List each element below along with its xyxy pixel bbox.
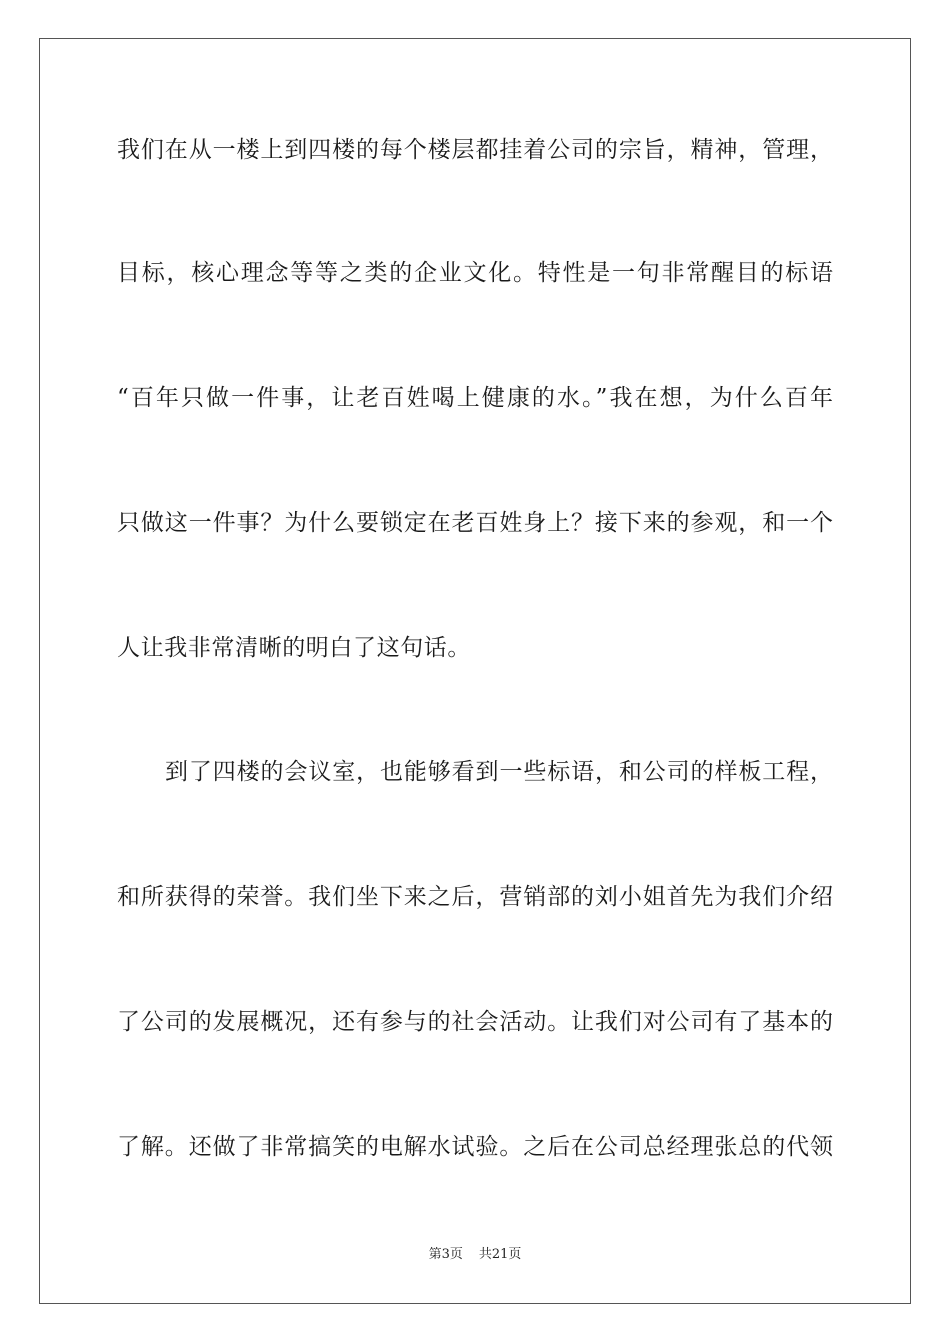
paragraph-line: 和所获得的荣誉。我们坐下来之后，营销部的刘小姐首先为我们介绍 [117, 884, 833, 910]
paragraph-line: 我们在从一楼上到四楼的每个楼层都挂着公司的宗旨，精神，管理， [117, 137, 833, 163]
page-footer [0, 1246, 950, 1264]
paragraph-line: 人让我非常清晰的明白了这句话。 [117, 635, 471, 661]
paragraph-line: “百年只做一件事，让老百姓喝上健康的水。”我在想，为什么百年 [117, 385, 833, 411]
page-border [39, 38, 911, 1304]
paragraph-line: 了公司的发展概况，还有参与的社会活动。让我们对公司有了基本的 [117, 1009, 833, 1035]
paragraph-line: 了解。还做了非常搞笑的电解水试验。之后在公司总经理张总的代领 [117, 1134, 833, 1160]
total-pages: 共21页 [478, 1247, 522, 1262]
paragraph-line: 只做这一件事？为什么要锁定在老百姓身上？接下来的参观，和一个 [117, 510, 833, 536]
page-number: 第3页 [428, 1247, 463, 1262]
paragraph-line: 目标，核心理念等等之类的企业文化。特性是一句非常醒目的标语 [117, 260, 833, 286]
paragraph-first-line: 到了四楼的会议室，也能够看到一些标语，和公司的样板工程， [165, 759, 833, 785]
